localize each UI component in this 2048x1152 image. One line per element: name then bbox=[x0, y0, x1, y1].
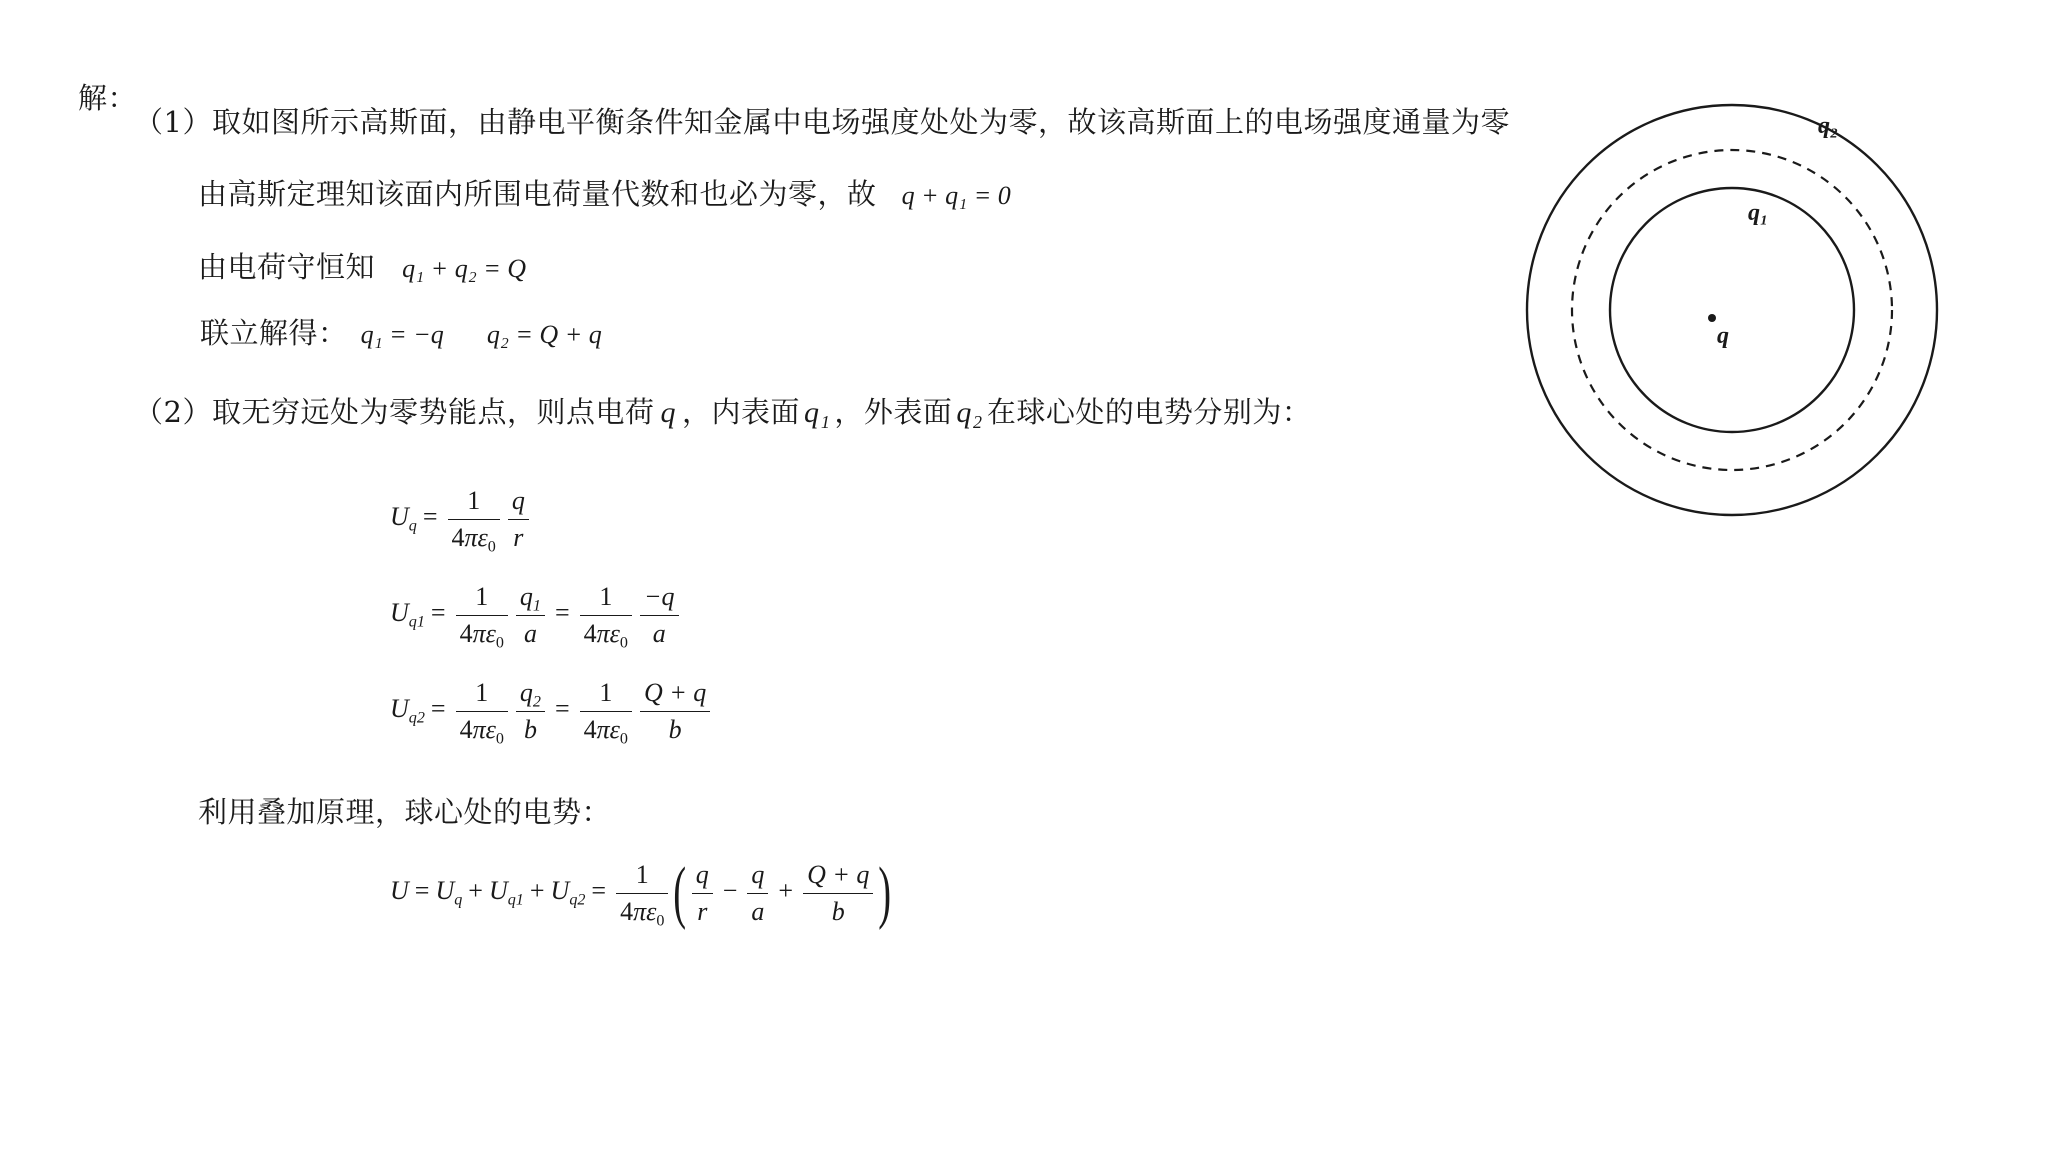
part2-line1-a: （2）取无穷远处为零势能点，则点电荷 bbox=[134, 395, 655, 429]
part1-line3-text: 由电荷守恒知 bbox=[198, 250, 376, 284]
label-q1: q₁ bbox=[1748, 200, 1769, 226]
part1-line4 bbox=[200, 311, 602, 352]
superposition-text: 利用叠加原理，球心处的电势： bbox=[198, 795, 612, 829]
point-charge-dot bbox=[1708, 314, 1716, 322]
part2-line1 bbox=[134, 390, 1311, 431]
spheres-figure bbox=[1500, 100, 1960, 540]
part1-line2-text: 由高斯定理知该面内所围电荷量代数和也必为零，故 bbox=[198, 177, 877, 211]
part2-line1-q: q bbox=[660, 396, 676, 429]
inner-surface-circle bbox=[1610, 188, 1854, 432]
part2-line1-q1: q₁ bbox=[803, 396, 831, 429]
part2-line1-b: ，内表面 bbox=[681, 395, 800, 429]
equation-u-q: $U_q$ = $\frac{1}{4\pi\varepsilon_0}$ $\frac{q}{r}$ bbox=[390, 486, 533, 553]
gauss-surface-circle bbox=[1572, 150, 1892, 470]
label-q2: q₂ bbox=[1818, 113, 1839, 139]
part1-line4-text: 联立解得： bbox=[200, 316, 348, 350]
part1-line1: （1）取如图所示高斯面，由静电平衡条件知金属中电场强度处处为零，故该高斯面上的电场强度通量为零 bbox=[134, 105, 1510, 139]
part1-line4-eq2: q₂ = Q + q bbox=[486, 320, 602, 349]
part1-line2-eq: q + q₁ = 0 bbox=[901, 181, 1011, 210]
equation-u-q2: $U_{q2}$ = $\frac{1}{4\pi\varepsilon_0}$ $\frac{q_2}{b}$ = $\frac{1}{4\pi\varepsilon_0}$ $\frac{Q + q}{b}$ bbox=[390, 678, 714, 745]
outer-surface-circle bbox=[1527, 105, 1937, 515]
part1-line3-eq: q₁ + q₂ = Q bbox=[402, 254, 527, 283]
part1-line3 bbox=[198, 245, 526, 286]
part2-line1-c: ，外表面 bbox=[834, 395, 953, 429]
solution-label: 解： bbox=[78, 81, 138, 115]
equation-u-total: $U = U_q + U_{q1} + U_{q2}$ = $\frac{1}{4\pi\varepsilon_0}$ ( $\frac{q}{r}$ − $\frac{q}{a}$ + $\frac{Q + q}{b}$ ) bbox=[390, 854, 892, 931]
part1-line2 bbox=[198, 172, 1011, 213]
label-q: q bbox=[1717, 323, 1729, 349]
part1-line4-eq1: q₁ = −q bbox=[360, 320, 444, 349]
part2-line1-q2: q₂ bbox=[956, 396, 983, 429]
part2-line1-d: 在球心处的电势分别为： bbox=[986, 395, 1312, 429]
equation-u-q1: $U_{q1}$ = $\frac{1}{4\pi\varepsilon_0}$ $\frac{q_1}{a}$ = $\frac{1}{4\pi\varepsilon_0}$ $\frac{-q}{a}$ bbox=[390, 582, 683, 649]
